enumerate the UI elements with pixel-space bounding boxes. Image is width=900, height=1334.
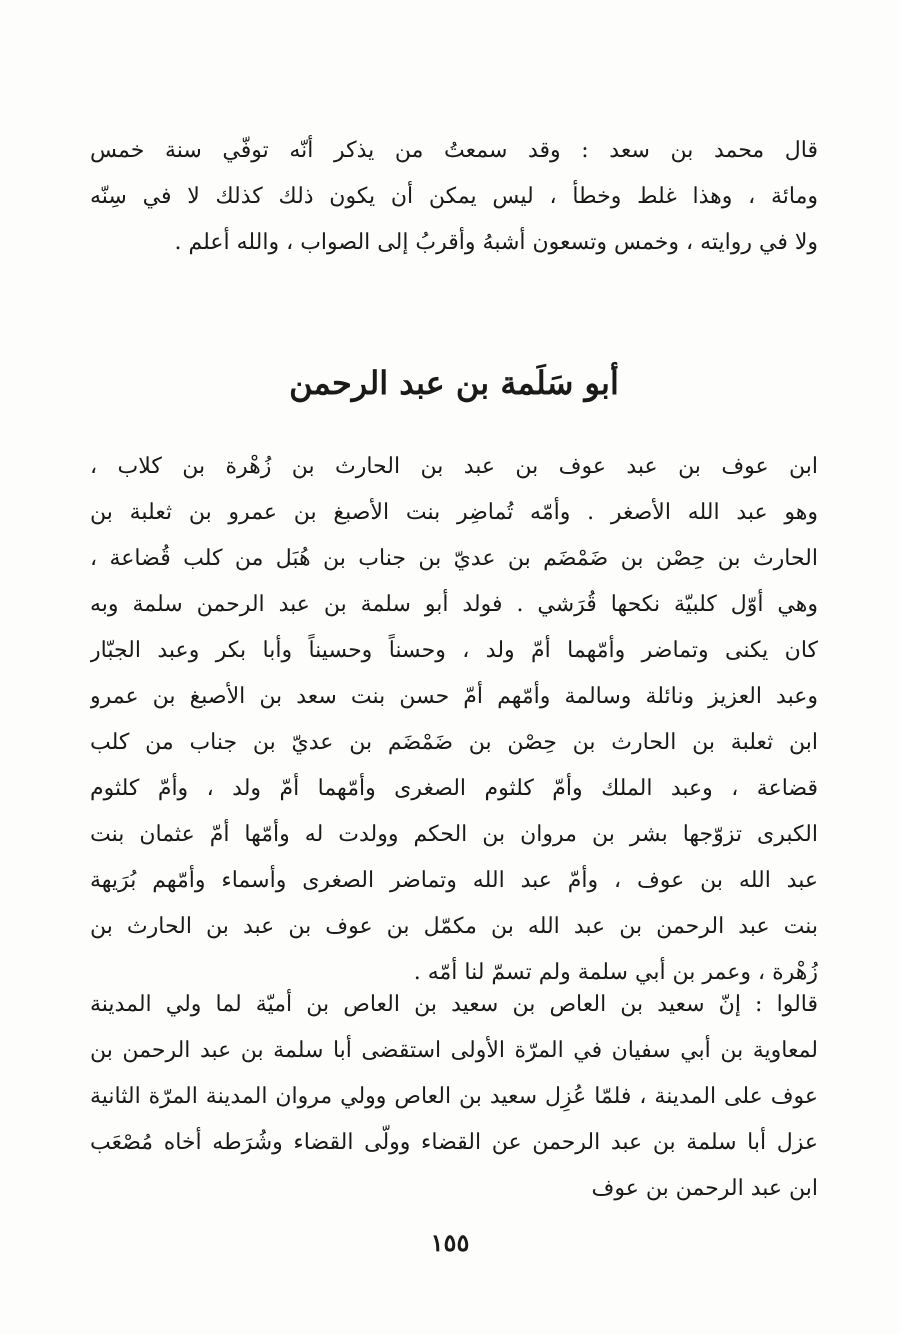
- text-line: عبد الله بن عوف ، وأمّ عبد الله وتماضر الصغرى وأسماء وأمّهم بُرَيهة: [90, 868, 818, 893]
- text-line: كان يكنى وتماضر وأمّهما أمّ ولد ، وحسناً وحسيناً وأبا بكر وعبد الجبّار: [90, 638, 818, 663]
- text-line: الكبرى تزوّجها بشر بن مروان بن الحكم وولدت له وأمّها أمّ عثمان بنت: [90, 822, 818, 847]
- text-line: بنت عبد الرحمن بن عبد الله بن مكمّل بن عوف بن عبد بن الحارث بن: [90, 914, 818, 939]
- text-line: ومائة ، وهذا غلط وخطأ ، ليس يمكن أن يكون ذلك كذلك لا في سِنّه: [90, 184, 818, 209]
- section-title: أبو سَلَمة بن عبد الرحمن: [289, 364, 619, 402]
- text-line: وهي أوّل كلبيّة نكحها قُرَشي . فولد أبو سلمة بن عبد الرحمن سلمة وبه: [90, 592, 818, 617]
- text-line: ابن ثعلبة بن الحارث بن حِصْن بن ضَمْضَم بن عديّ بن جناب من كلب: [90, 730, 818, 755]
- text-line: قضاعة ، وعبد الملك وأمّ كلثوم الصغرى وأمّهما أمّ ولد ، وأمّ كلثوم: [90, 776, 818, 801]
- text-line: قالوا : إنّ سعيد بن العاص بن سعيد بن العاص بن أميّة لما ولي المدينة: [90, 992, 818, 1017]
- text-line: الحارث بن حِصْن بن ضَمْضَم بن عديّ بن جناب بن هُبَل من كلب قُضاعة ،: [90, 546, 818, 571]
- intro-paragraph: [90, 128, 818, 266]
- text-line: زُهْرة ، وعمر بن أبي سلمة ولم تسمّ لنا أمّه .: [413, 960, 818, 985]
- text-line: وهو عبد الله الأصغر . وأمّه تُماضِر بنت الأصبغ بن عمرو بن ثعلبة بن: [90, 500, 818, 525]
- text-line: ولا في روايته ، وخمس وتسعون أشبهُ وأقربُ إلى الصواب ، والله أعلم .: [174, 230, 818, 255]
- text-line: لمعاوية بن أبي سفيان في المرّة الأولى استقضى أبا سلمة بن عبد الرحمن بن: [90, 1038, 818, 1063]
- text-line: عوف على المدينة ، فلمّا عُزِل سعيد بن العاص وولي مروان المدينة المرّة الثانية: [90, 1084, 818, 1109]
- biography-paragraph: [90, 444, 818, 996]
- narration-paragraph: [90, 982, 818, 1212]
- text-line: قال محمد بن سعد : وقد سمعتُ من يذكر أنّه توفّي سنة خمس: [90, 138, 818, 163]
- page-number: ١٥٥: [430, 1228, 470, 1257]
- text-line: عزل أبا سلمة بن عبد الرحمن عن القضاء وولّى القضاء وشُرَطه أخاه مُصْعَب: [90, 1130, 818, 1155]
- text-line: ابن عبد الرحمن بن عوف: [591, 1176, 818, 1201]
- text-line: وعبد العزيز ونائلة وسالمة وأمّهم أمّ حسن بنت سعد بن الأصبغ بن عمرو: [90, 684, 818, 709]
- text-line: ابن عوف بن عبد عوف بن عبد بن الحارث بن زُهْرة بن كلاب ،: [90, 454, 818, 479]
